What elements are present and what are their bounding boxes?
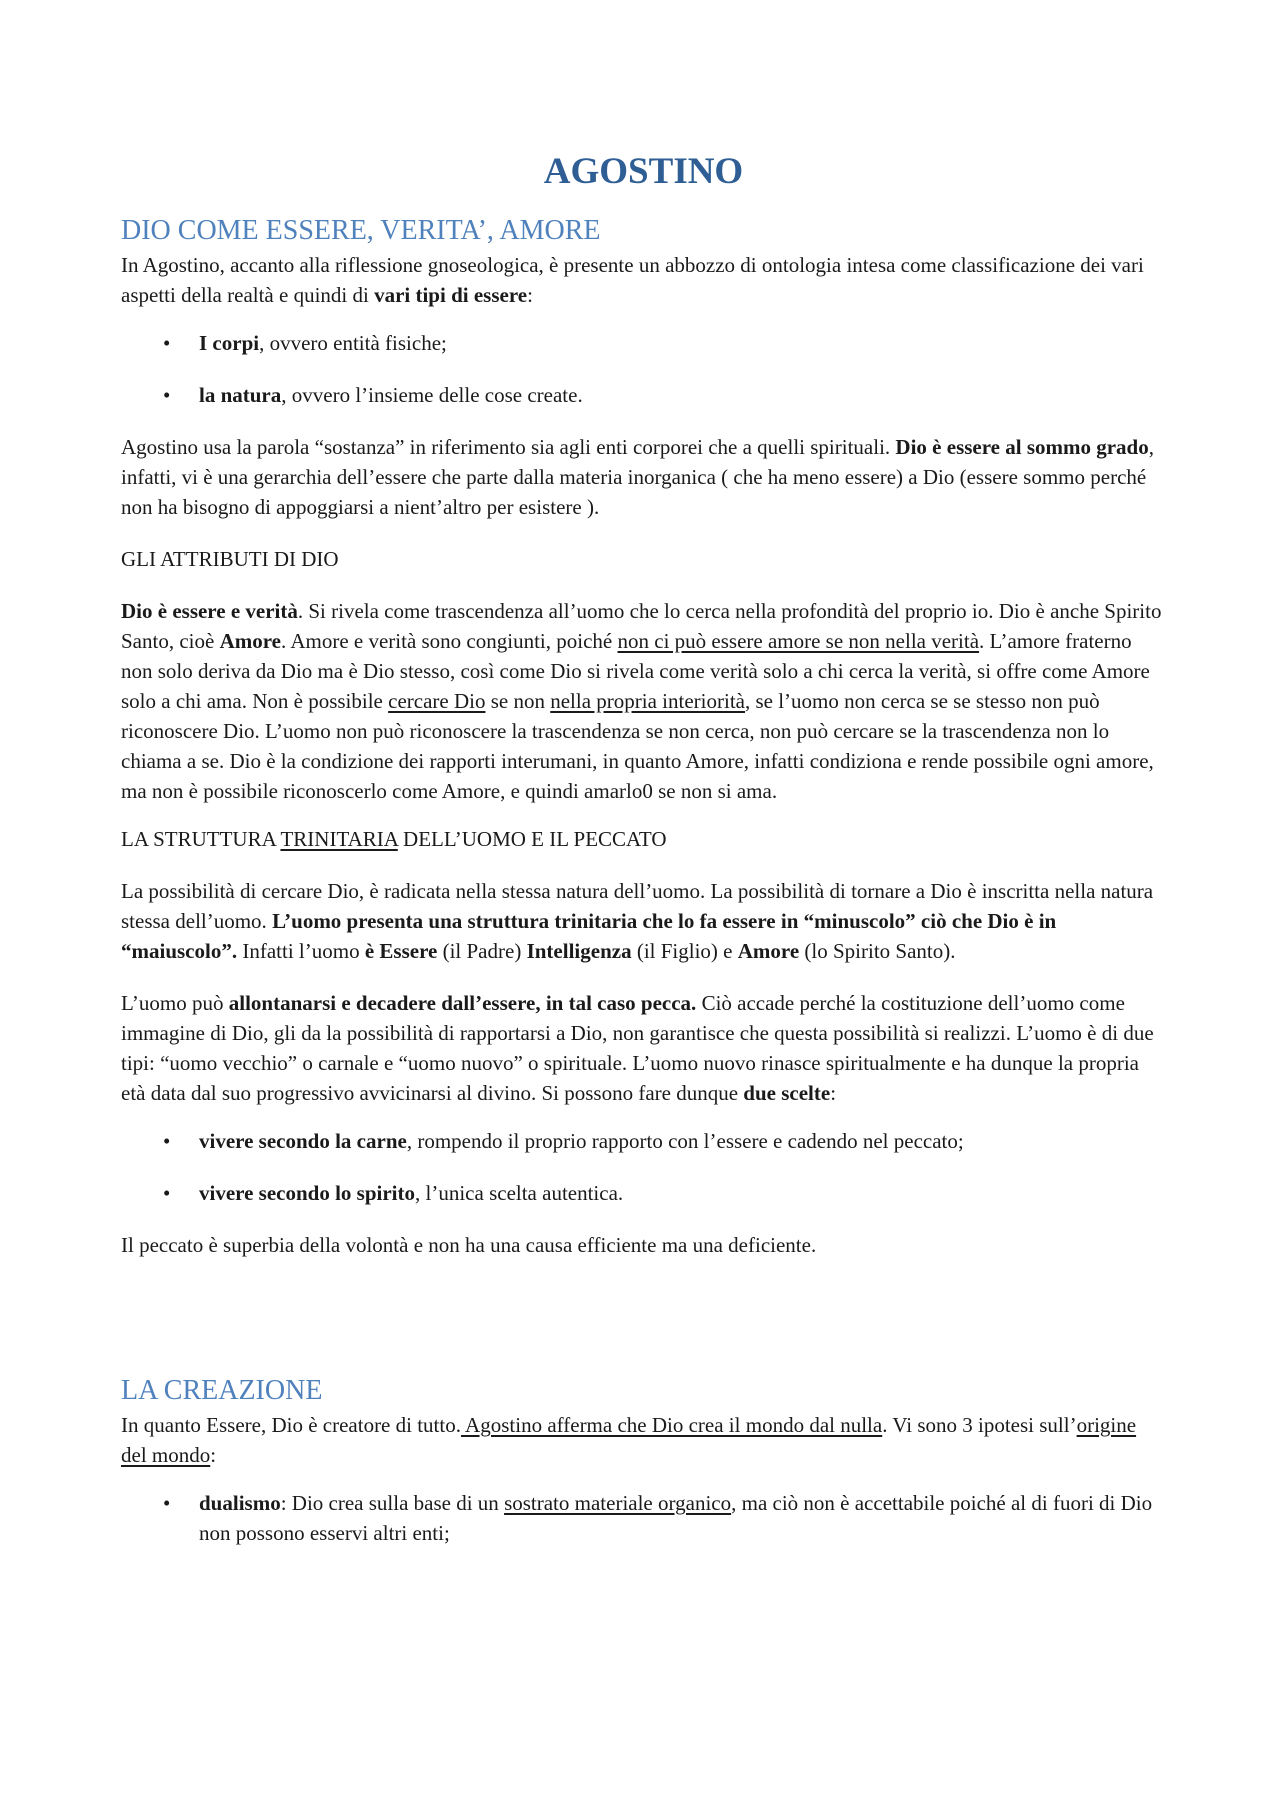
trinity-bullet-list	[121, 1126, 1166, 1208]
bullet-icon: •	[163, 1491, 171, 1515]
creation-paragraph: In quanto Essere, Dio è creatore di tutto. Agostino afferma che Dio crea il mondo dal nulla. Vi sono 3 ipotesi sull’origine del mondo:	[121, 1413, 1137, 1467]
list-item: • vivere secondo lo spirito, l’unica scelta autentica.	[121, 1178, 1166, 1208]
list-item: • I corpi, ovvero entità fisiche;	[121, 328, 1166, 358]
section1-bullet-list	[121, 328, 1166, 410]
section1-intro: In Agostino, accanto alla riflessione gnoseologica, è presente un abbozzo di ontologia intesa come classificazione dei vari aspetti della realtà e quindi di vari tipi di essere:	[121, 253, 1144, 307]
attributes-paragraph: Dio è essere e verità. Si rivela come trascendenza all’uomo che lo cerca nella profondità del proprio io. Dio è anche Spirito Santo, cioè Amore. Amore e verità sono congiunti, poiché non ci può essere amore se non nella verità. L’amore fraterno non solo deriva da Dio ma è Dio stesso, così come Dio si rivela come verità solo a chi cerca la verità, si offre come Amore solo a chi ama. Non è possibile cercare Dio se non nella propria interiorità, se l’uomo non cerca se se stesso non può riconoscere Dio. L’uomo non può riconoscere la trascendenza se non cerca, non può cercare se la trascendenza non lo chiama a se. Dio è la condizione dei rapporti interumani, in quanto Amore, infatti condiziona e rende possibile ogni amore, ma non è possibile riconoscerlo come Amore, e quindi amarlo0 se non si ama.	[121, 599, 1162, 803]
section-heading-creazione: LA CREAZIONE	[121, 1375, 323, 1406]
subheading-struttura-trinitaria: LA STRUTTURA TRINITARIA DELL’UOMO E IL PECCATO	[121, 827, 667, 851]
subheading-attributi: GLI ATTRIBUTI DI DIO	[121, 547, 339, 571]
bullet-icon: •	[163, 1181, 171, 1205]
list-item: • vivere secondo la carne, rompendo il proprio rapporto con l’essere e cadendo nel peccato;	[121, 1126, 1166, 1156]
bullet-icon: •	[163, 1129, 171, 1153]
document-body	[121, 150, 1166, 1570]
trinity-paragraph-2: L’uomo può allontanarsi e decadere dall’essere, in tal caso pecca. Ciò accade perché la costituzione dell’uomo come immagine di Dio, gli da la possibilità di rapportarsi a Dio, non garantisce che questa possibilità si realizzi. L’uomo è di due tipi: “uomo vecchio” o carnale e “uomo nuovo” o spirituale. L’uomo nuovo rinasce spiritualmente e ha dunque la propria età data dal suo progressivo avvicinarsi al divino. Si possono fare dunque due scelte:	[121, 991, 1154, 1105]
bullet-icon: •	[163, 331, 171, 355]
section1-paragraph-sostanza: Agostino usa la parola “sostanza” in riferimento sia agli enti corporei che a quelli spirituali. Dio è essere al sommo grado, infatti, vi è una gerarchia dell’essere che parte dalla materia inorganica ( che ha meno essere) a Dio (essere sommo perché non ha bisogno di appoggiarsi a nient’altro per esistere ).	[121, 435, 1154, 519]
section-heading-dio-come-essere: DIO COME ESSERE, VERITA’, AMORE	[121, 215, 601, 246]
creation-bullet-list	[121, 1488, 1166, 1548]
list-item: • la natura, ovvero l’insieme delle cose create.	[121, 380, 1166, 410]
trinity-paragraph-1: La possibilità di cercare Dio, è radicata nella stessa natura dell’uomo. La possibilità di tornare a Dio è inscritta nella natura stessa dell’uomo. L’uomo presenta una struttura trinitaria che lo fa essere in “minuscolo” ciò che Dio è in “maiuscolo”. Infatti l’uomo è Essere (il Padre) Intelligenza (il Figlio) e Amore (lo Spirito Santo).	[121, 879, 1154, 963]
bullet-icon: •	[163, 383, 171, 407]
list-item: • dualismo: Dio crea sulla base di un sostrato materiale organico, ma ciò non è accettabile poiché al di fuori di Dio non possono esservi altri enti;	[121, 1488, 1166, 1548]
trinity-paragraph-peccato: Il peccato è superbia della volontà e non ha una causa efficiente ma una deficiente.	[121, 1233, 817, 1257]
document-title: AGOSTINO	[543, 151, 744, 192]
spacer	[121, 1282, 1166, 1374]
